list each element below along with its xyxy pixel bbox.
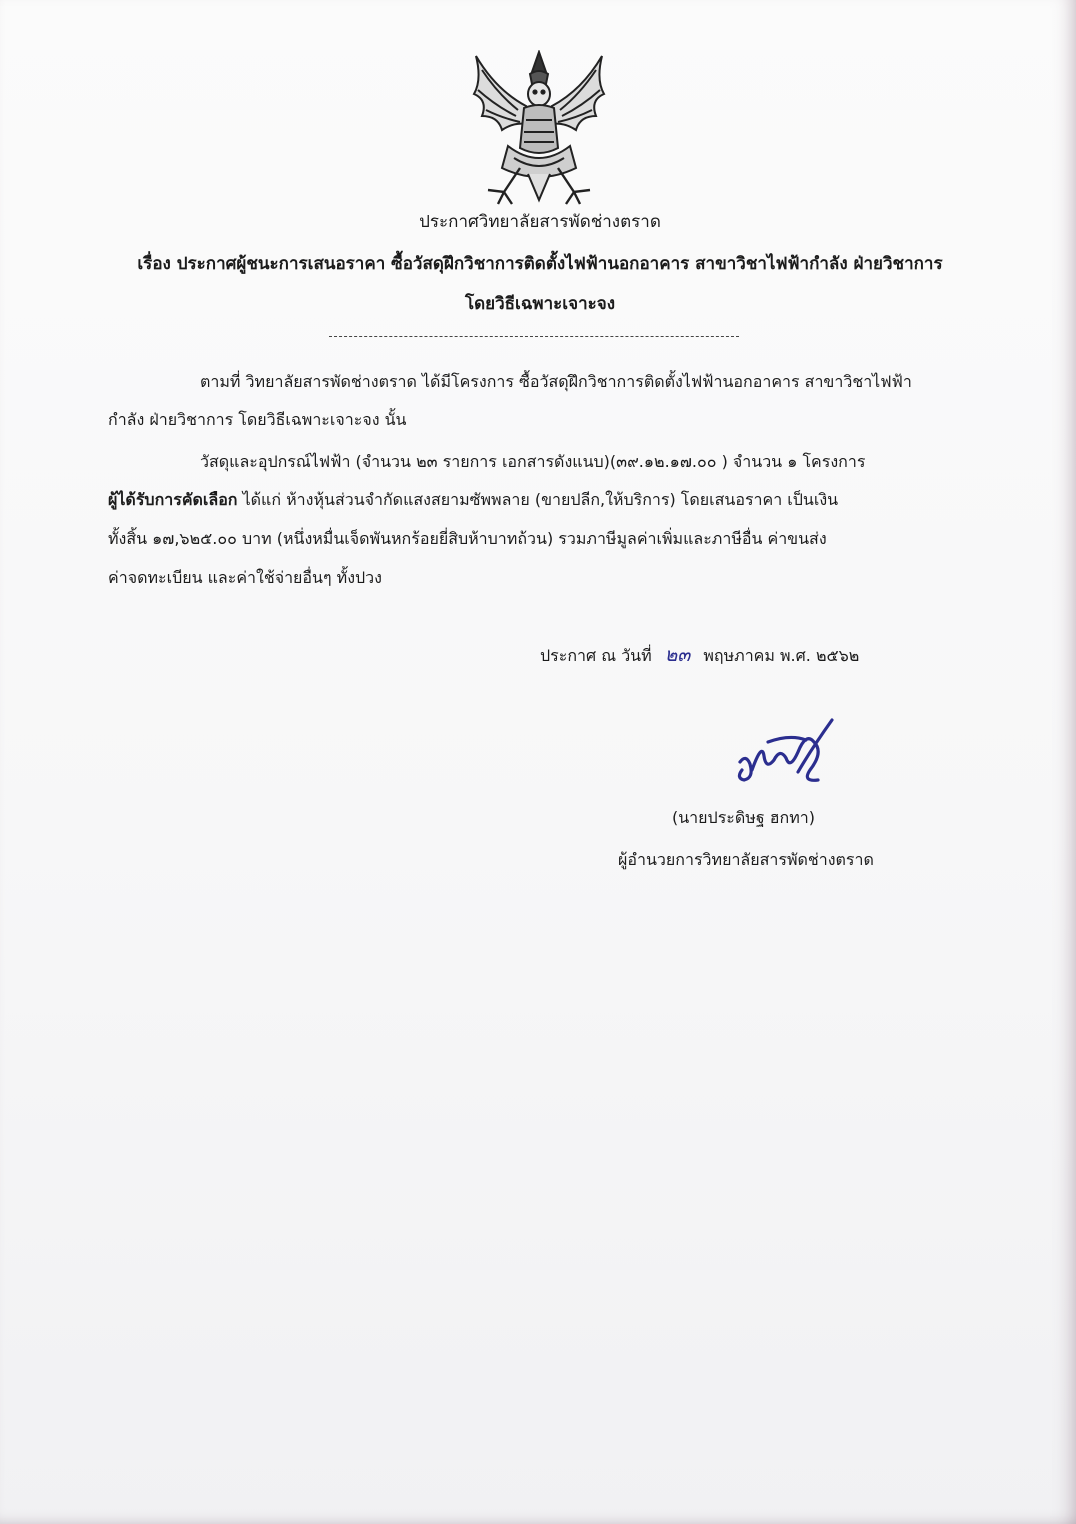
date-suffix: พฤษภาคม พ.ศ. ๒๕๖๒ (703, 646, 860, 665)
garuda-emblem-icon (468, 50, 610, 208)
body-line-4-text: ได้แก่ ห้างหุ้นส่วนจำกัดแสงสยามซัพพลาย (ขายปลีก,ให้บริการ) โดยเสนอราคา เป็นเงิน (237, 490, 839, 509)
date-day-handwritten: ๒๓ (664, 644, 691, 666)
handwritten-signature (728, 712, 840, 792)
subject-line-1: เรื่อง ประกาศผู้ชนะการเสนอราคา ซื้อวัสดุฝึกวิชาการติดตั้งไฟฟ้านอกอาคาร สาขาวิชาไฟฟ้ากำลัง ฝ่ายวิชาการ (137, 254, 943, 274)
body-line-1: ตามที่ วิทยาลัยสารพัดช่างตราด ได้มีโครงการ ซื้อวัสดุฝึกวิชาการติดตั้งไฟฟ้านอกอาคาร สาขาวิชาไฟฟ้า (200, 372, 912, 391)
issuing-organization: ประกาศวิทยาลัยสารพัดช่างตราด (419, 212, 661, 232)
subject-line-2: โดยวิธีเฉพาะเจาะจง (464, 294, 616, 314)
body-line-2: กำลัง ฝ่ายวิชาการ โดยวิธีเฉพาะเจาะจง นั้น (108, 410, 407, 429)
header-divider (329, 336, 739, 337)
date-prefix: ประกาศ ณ วันที่ (540, 646, 652, 665)
signer-name: (นายประดิษฐ ฮกทา) (672, 808, 815, 827)
body-line-5: ทั้งสิ้น ๑๗,๖๒๕.๐๐ บาท (หนึ่งหมื่นเจ็ดพันหกร้อยยี่สิบห้าบาทถ้วน) รวมภาษีมูลค่าเพิ่มและภาษีอื่น ค่าขนส่ง (108, 529, 827, 548)
selected-vendor-label: ผู้ได้รับการคัดเลือก (108, 490, 238, 509)
signer-title: ผู้อำนวยการวิทยาลัยสารพัดช่างตราด (618, 850, 874, 869)
announcement-date (540, 640, 859, 670)
body-line-4 (108, 488, 938, 513)
body-line-3: วัสดุและอุปกรณ์ไฟฟ้า (จำนวน ๒๓ รายการ เอกสารดังแนบ)(๓๙.๑๒.๑๗.๐๐ ) จำนวน ๑ โครงการ (200, 452, 866, 471)
body-line-6: ค่าจดทะเบียน และค่าใช้จ่ายอื่นๆ ทั้งปวง (108, 568, 382, 587)
